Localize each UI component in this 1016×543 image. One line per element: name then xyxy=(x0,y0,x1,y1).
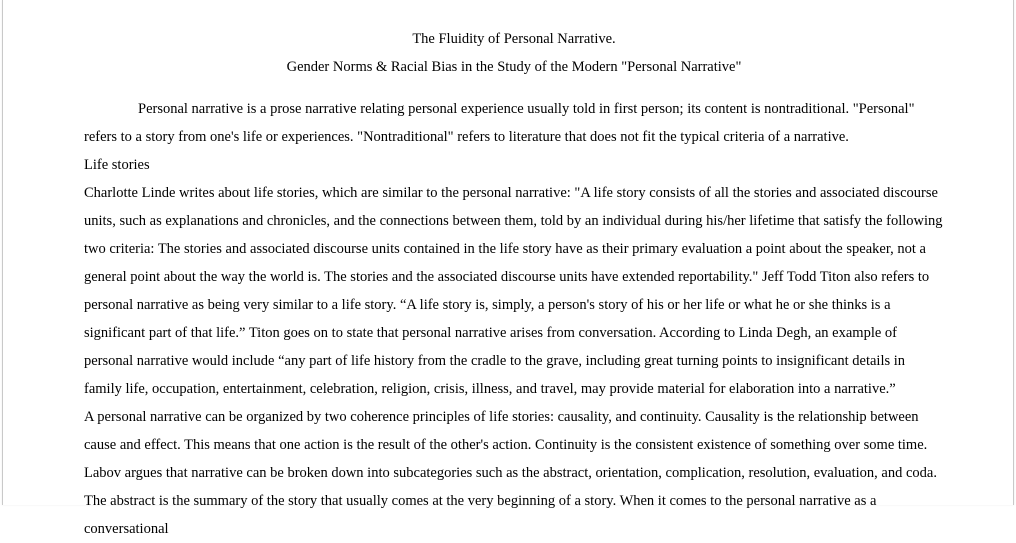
document-body[interactable] xyxy=(84,25,944,543)
paragraph-intro: Personal narrative is a prose narrative relating personal experience usually told in first person; its content is nontraditional. "Personal" refers to a story from one's life or experiences. "Nontraditional" refers to literature that does not fit the typical criteria of a narrative. xyxy=(84,101,915,145)
paragraph-life-stories: Charlotte Linde writes about life stories, which are similar to the personal narrative: "A life story consists of all the stories and associated discourse units, such as explanations and chronicles, and the connections between them, told by an individual during his/her lifetime that satisfy the following two criteria: The stories and associated discourse units contained in the life story have as their primary evaluation a point about the speaker, not a general point about the way the world is. The stories and the associated discourse units have extended reportability." Jeff Todd Titon also refers to personal narrative as being very similar to a life story. “A life story is, simply, a person's story of his or her life or what he or she thinks is a significant part of that life.” Titon goes on to state that personal narrative arises from conversation. According to Linda Degh, an example of personal narrative would include “any part of life history from the cradle to the grave, including great turning points to insignificant details in family life, occupation, entertainment, celebration, religion, crisis, illness, and travel, may provide material for elaboration into a narrative.” xyxy=(84,185,943,397)
paragraph-coherence: A personal narrative can be organized by two coherence principles of life stories: causality, and continuity. Causality is the relationship between cause and effect. This means that one action is the result of the other's action. Continuity is the consistent existence of something over some time. Labov argues that narrative can be broken down into subcategories such as the abstract, orientation, complication, resolution, evaluation, and coda. The abstract is the summary of the story that usually comes at the very beginning of a story. When it comes to the personal narrative as a conversational xyxy=(84,409,937,537)
document-title: The Fluidity of Personal Narrative. xyxy=(412,31,616,47)
section-heading-life-stories: Life stories xyxy=(84,157,150,173)
document-subtitle: Gender Norms & Racial Bias in the Study of the Modern "Personal Narrative" xyxy=(286,59,742,75)
document-page xyxy=(2,0,1014,537)
